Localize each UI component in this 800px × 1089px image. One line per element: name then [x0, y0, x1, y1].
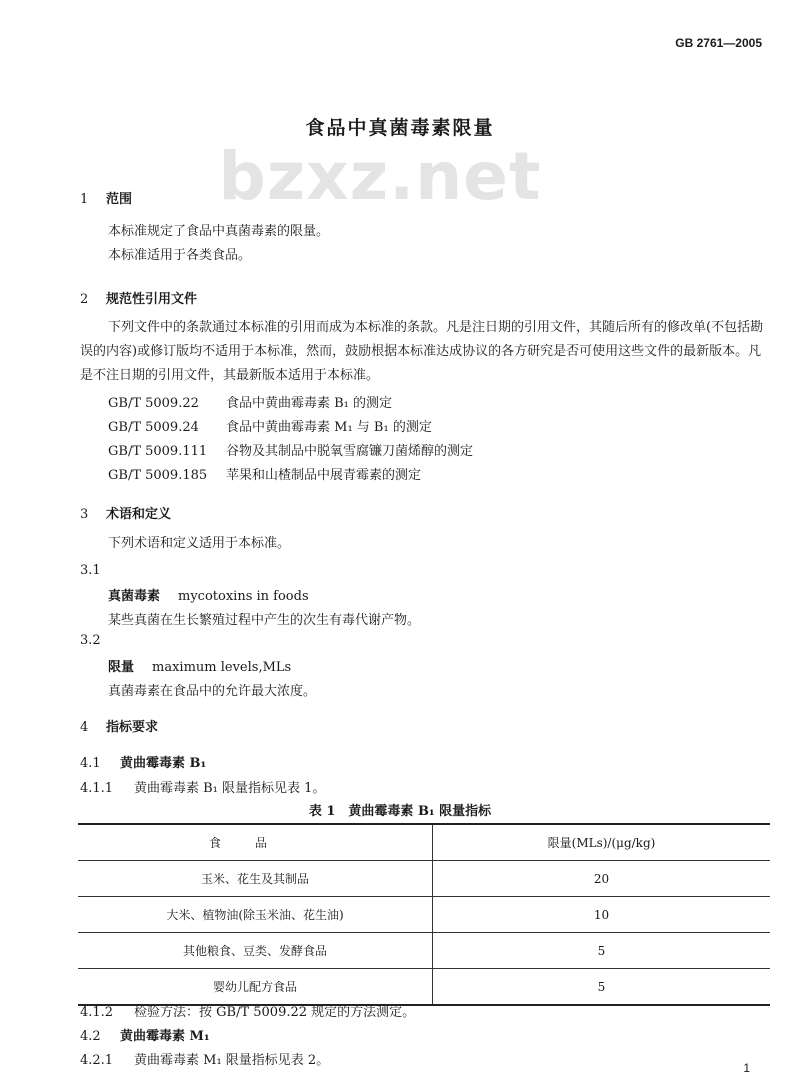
reference-item: GB/T 5009.24 食品中黄曲霉毒素 M₁ 与 B₁ 的测定: [108, 420, 432, 435]
table-1: [78, 823, 770, 1006]
table-cell-food: 玉米、花生及其制品: [78, 861, 433, 897]
clause-4-2-1: 4.2.1 黄曲霉毒素 M₁ 限量指标见表 2。: [80, 1053, 330, 1068]
term-number: 3.2: [80, 633, 101, 648]
reference-item: GB/T 5009.111 谷物及其制品中脱氧雪腐镰刀菌烯醇的测定: [108, 444, 474, 459]
table-cell-limit: 20: [433, 861, 771, 897]
table-cell-limit: 10: [433, 897, 771, 933]
clause-4-1-heading: 4.1 黄曲霉毒素 B₁: [80, 756, 207, 771]
section-1-heading: 1 范围: [80, 192, 133, 207]
page-number: 1: [743, 1061, 750, 1075]
term-heading: 真菌毒素 mycotoxins in foods: [108, 589, 309, 604]
clause-4-1-2: 4.1.2 检验方法：按 GB/T 5009.22 规定的方法测定。: [80, 1005, 416, 1020]
document-title: 食品中真菌毒素限量: [305, 117, 495, 139]
section-4-heading: 4 指标要求: [80, 720, 159, 735]
section-1-para-1: 本标准规定了食品中真菌毒素的限量。: [108, 224, 330, 239]
table-row: [78, 861, 770, 897]
standard-code: GB 2761—2005: [675, 36, 762, 50]
term-heading: 限量 maximum levels,MLs: [108, 660, 292, 675]
table-cell-food: 大米、植物油(除玉米油、花生油): [78, 897, 433, 933]
section-2-heading: 2 规范性引用文件: [80, 292, 198, 307]
section-3-heading: 3 术语和定义: [80, 507, 172, 522]
table-cell-food: 婴幼儿配方食品: [78, 969, 433, 1006]
table-cell-food: 其他粮食、豆类、发酵食品: [78, 933, 433, 969]
section-1-para-2: 本标准适用于各类食品。: [108, 248, 252, 263]
clause-4-1-1: 4.1.1 黄曲霉毒素 B₁ 限量指标见表 1。: [80, 781, 326, 796]
reference-item: GB/T 5009.22 食品中黄曲霉毒素 B₁ 的测定: [108, 396, 393, 411]
table-1-caption: 表 1 黄曲霉毒素 B₁ 限量指标: [308, 804, 492, 819]
table-row: [78, 933, 770, 969]
section-3-para: 下列术语和定义适用于本标准。: [108, 536, 291, 551]
table-header-food: 食品: [78, 824, 433, 861]
term-definition: 某些真菌在生长繁殖过程中产生的次生有毒代谢产物。: [108, 613, 421, 628]
table-header-row: [78, 824, 770, 861]
table-cell-limit: 5: [433, 969, 771, 1006]
term-definition: 真菌毒素在食品中的允许最大浓度。: [108, 684, 317, 699]
watermark: bzxz.net: [218, 138, 542, 215]
table-header-limit: 限量(MLs)/(μg/kg): [433, 824, 771, 861]
reference-item: GB/T 5009.185 苹果和山楂制品中展青霉素的测定: [108, 468, 422, 483]
table-cell-limit: 5: [433, 933, 771, 969]
section-2-para: 下列文件中的条款通过本标准的引用而成为本标准的条款。凡是注日期的引用文件，其随后所有的修改单(不包括勘误的内容)或修订版均不适用于本标准，然而，鼓励根据本标准达成协议的各方研究是否可使用这些文件的最新版本。凡是不注日期的引用文件，其最新版本适用于本标准。: [80, 320, 764, 383]
clause-4-2-heading: 4.2 黄曲霉毒素 M₁: [80, 1029, 210, 1044]
table-row: [78, 969, 770, 1006]
table-row: [78, 897, 770, 933]
term-number: 3.1: [80, 563, 101, 578]
